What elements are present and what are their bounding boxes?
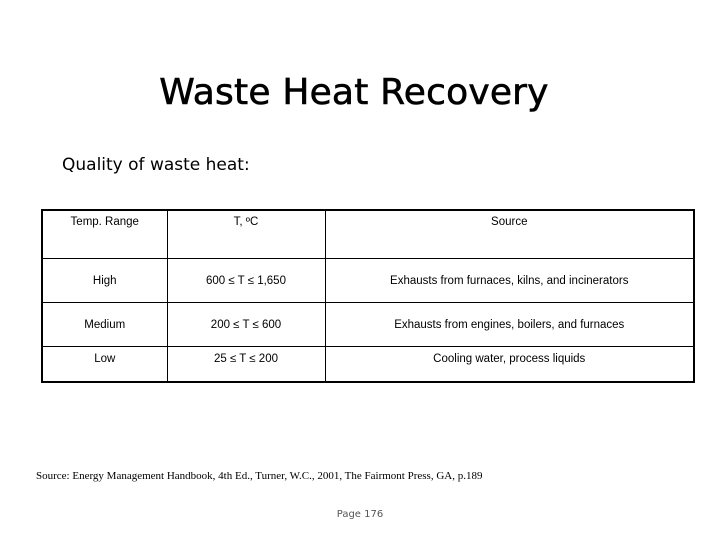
page-number: Page 176	[336, 509, 384, 520]
header-temperature: T, ºC	[167, 211, 325, 259]
waste-heat-table	[41, 209, 695, 383]
cell-temp-range: Low	[43, 347, 167, 382]
waste-heat-table-grid	[43, 211, 693, 381]
cell-temperature: 600 ≤ T ≤ 1,650	[167, 259, 325, 303]
cell-source: Cooling water, process liquids	[325, 347, 693, 382]
header-source: Source	[325, 211, 693, 259]
cell-temperature: 25 ≤ T ≤ 200	[167, 347, 325, 382]
cell-temperature: 200 ≤ T ≤ 600	[167, 303, 325, 347]
cell-temp-range: High	[43, 259, 167, 303]
source-citation: Source: Energy Management Handbook, 4th Ed., Turner, W.C., 2001, The Fairmont Press, GA, p.189	[36, 470, 483, 482]
table-row	[43, 303, 693, 347]
table-row	[43, 259, 693, 303]
header-temp-range: Temp. Range	[70, 216, 139, 228]
slide-subtitle: Quality of waste heat:	[62, 155, 250, 175]
slide-title: Waste Heat Recovery	[159, 72, 549, 113]
cell-temp-range: Medium	[43, 303, 167, 347]
table-row	[43, 347, 693, 382]
table-header-row	[43, 211, 693, 259]
cell-source: Exhausts from furnaces, kilns, and incinerators	[325, 259, 693, 303]
cell-source: Exhausts from engines, boilers, and furnaces	[325, 303, 693, 347]
